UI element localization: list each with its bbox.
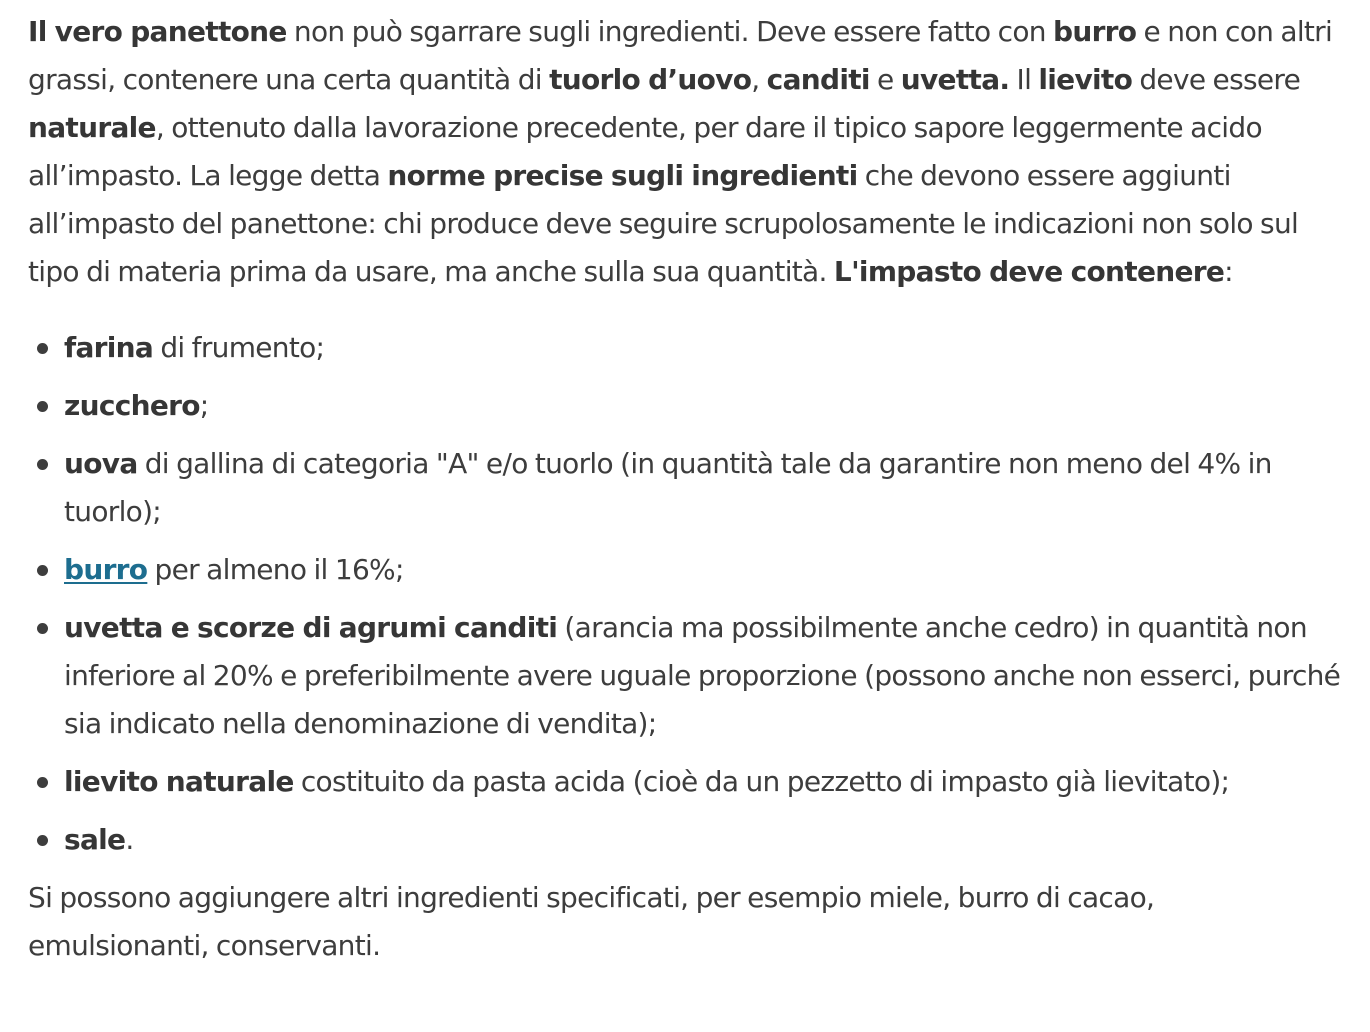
- text-run: deve essere: [1132, 63, 1301, 96]
- bold-text: canditi: [766, 63, 870, 96]
- list-item-text: ;: [199, 389, 209, 422]
- bold-text: uvetta.: [900, 63, 1010, 96]
- list-item-uova: [64, 440, 1353, 536]
- bold-text: tuorlo d’uovo: [549, 63, 752, 96]
- bold-text: lievito: [1038, 63, 1133, 96]
- intro-paragraph: [28, 8, 1353, 296]
- list-item-text: (arancia ma possibilmente anche cedro) in quantità non inferiore al 20% e preferibilmente avere uguale proporzione (possono anche non esserci, purché sia indicato nella denominazione di vendita);: [64, 611, 1341, 740]
- list-item-farina: [64, 324, 1353, 372]
- list-item-sale: [64, 816, 1353, 864]
- ingredients-list: [28, 324, 1353, 864]
- text-run: Il: [1009, 63, 1039, 96]
- list-item-term: lievito naturale: [64, 765, 294, 798]
- text-run: :: [1224, 255, 1233, 288]
- text-run: e non con altri grassi, contenere una certa quantità di: [28, 15, 1333, 96]
- list-item-term: sale: [64, 823, 126, 856]
- list-item-burro: [64, 546, 1353, 594]
- text-run: , ottenuto dalla lavorazione precedente, per dare il tipico sapore leggermente acido all’impasto. La legge detta: [28, 111, 1262, 192]
- list-item-text: di gallina di categoria "A" e/o tuorlo (in quantità tale da garantire non meno del 4% in tuorlo);: [64, 447, 1272, 528]
- burro-link[interactable]: burro: [64, 553, 148, 586]
- text-run: non può sgarrare sugli ingredienti. Deve essere fatto con: [286, 15, 1053, 48]
- text-run: che devono essere aggiunti all’impasto del panettone: chi produce deve seguire scrupolosamente le indicazioni non solo sul tipo di materia prima da usare, ma anche sulla sua quantità.: [28, 159, 1299, 288]
- bold-text: norme precise sugli ingredienti: [387, 159, 858, 192]
- bold-text: Il vero panettone: [28, 15, 287, 48]
- bold-text: burro: [1053, 15, 1137, 48]
- list-item-term: uova: [64, 447, 138, 480]
- list-item-text: per almeno il 16%;: [147, 553, 404, 586]
- bold-text: L'impasto deve contenere: [833, 255, 1225, 288]
- outro-paragraph: Si possono aggiungere altri ingredienti specificati, per esempio miele, burro di cacao, emulsionanti, conservanti.: [28, 881, 1155, 962]
- text-run: ,: [751, 63, 767, 96]
- text-run: e: [869, 63, 901, 96]
- list-item-text: costituito da pasta acida (cioè da un pezzetto di impasto già lievitato);: [293, 765, 1230, 798]
- list-item-text: di frumento;: [153, 331, 325, 364]
- list-item-lievito: [64, 758, 1353, 806]
- list-item-text: .: [125, 823, 134, 856]
- list-item-uvetta: [64, 604, 1353, 748]
- list-item-term: uvetta e scorze di agrumi canditi: [64, 611, 558, 644]
- bold-text: naturale: [28, 111, 156, 144]
- list-item-zucchero: [64, 382, 1353, 430]
- article-body: [28, 8, 1353, 970]
- list-item-term: farina: [64, 331, 154, 364]
- list-item-term: zucchero: [64, 389, 200, 422]
